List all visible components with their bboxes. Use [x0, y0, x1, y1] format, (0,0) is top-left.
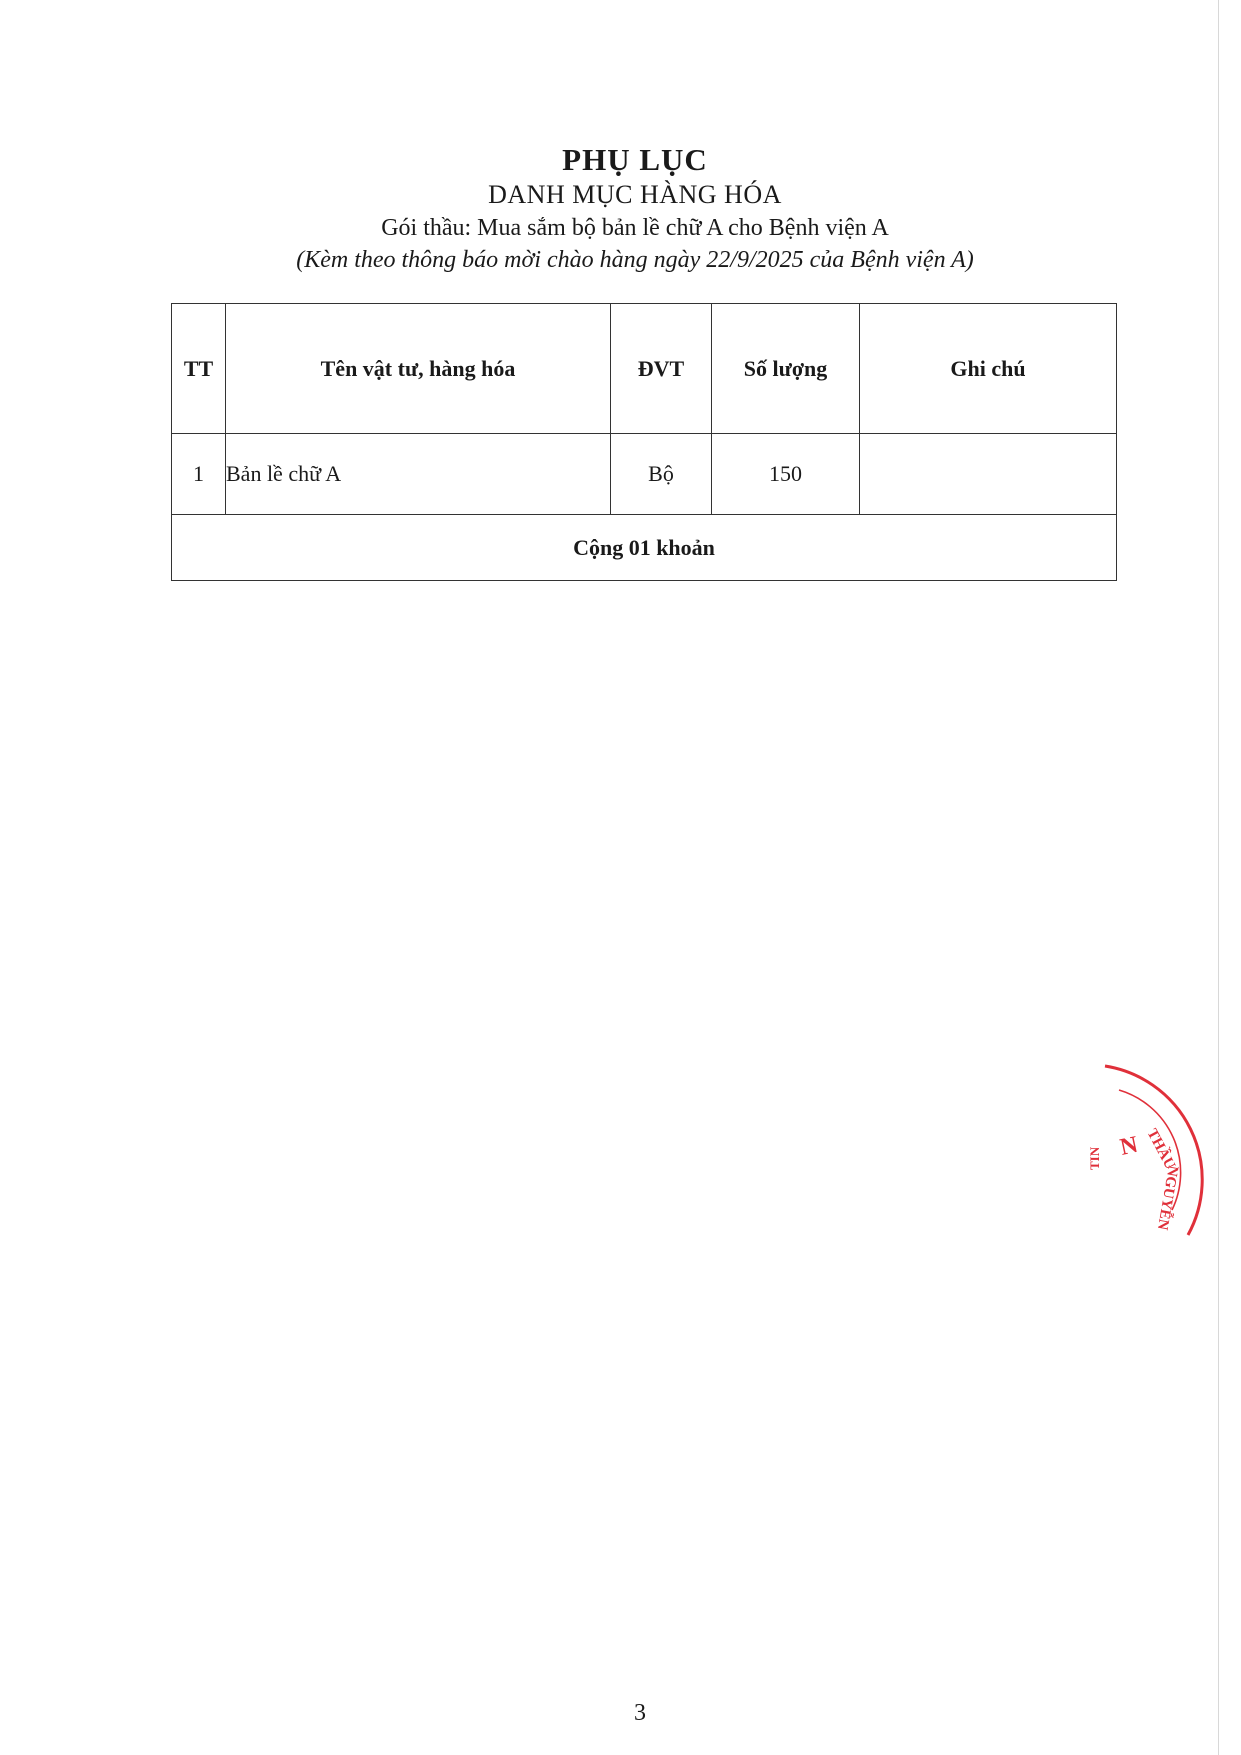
document-header [0, 142, 1241, 276]
package-line: Gói thầu: Mua sắm bộ bản lề chữ A cho Bệnh viện A [381, 215, 889, 241]
document-title: PHỤ LỤC [562, 142, 708, 177]
table-header-row [172, 304, 1117, 434]
column-header-name: Tên vật tư, hàng hóa [226, 304, 611, 434]
column-header-tt: TT [172, 304, 226, 434]
cell-tt: 1 [172, 434, 226, 515]
total-row [172, 515, 1117, 581]
cell-unit: Bộ [611, 434, 712, 515]
document-subtitle: DANH MỤC HÀNG HÓA [488, 180, 782, 209]
attachment-note: (Kèm theo thông báo mời chào hàng ngày 22/9/2025 của Bệnh viện A) [296, 247, 974, 273]
table-row [172, 434, 1117, 515]
stamp-text-top: THẦU [1143, 1126, 1178, 1173]
red-stamp-seal [1085, 1050, 1235, 1270]
stamp-text-right: NGUYỄN [1153, 1164, 1181, 1232]
column-header-unit: ĐVT [611, 304, 712, 434]
cell-note [860, 434, 1117, 515]
page-number: 3 [634, 1700, 646, 1726]
cell-quantity: 150 [712, 434, 860, 515]
cell-name: Bản lề chữ A [226, 434, 611, 515]
stamp-text-mid: N [1117, 1131, 1141, 1161]
stamp-text-left: TIN [1087, 1146, 1102, 1170]
total-label: Cộng 01 khoản [172, 515, 1117, 581]
column-header-quantity: Số lượng [712, 304, 860, 434]
column-header-note: Ghi chú [860, 304, 1117, 434]
goods-table [171, 303, 1117, 581]
